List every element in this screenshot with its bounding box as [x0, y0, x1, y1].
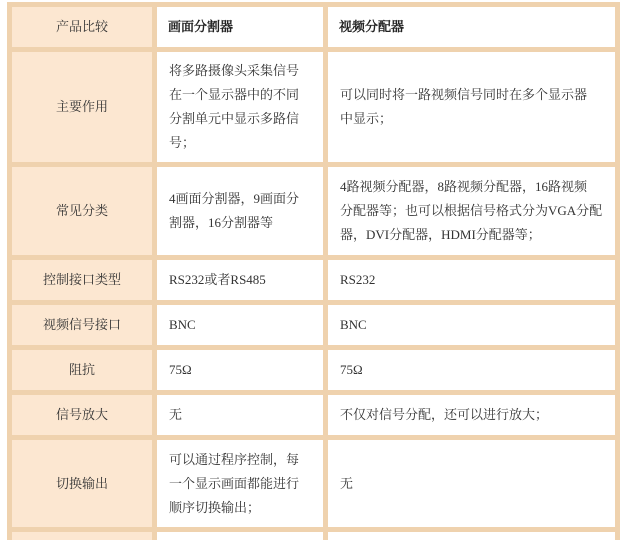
text-line: 分割单元中显示多路信 — [169, 111, 300, 126]
text-line: BNC — [340, 317, 367, 332]
row-label-common-types — [12, 167, 152, 255]
row-label-main-function — [12, 52, 152, 162]
distributor-cell-signal-amplification — [328, 395, 615, 435]
text-line: 4路视频分配器，8路视频分配器，16路视频 — [340, 179, 588, 194]
text-line: BNC — [169, 317, 196, 332]
cell-text — [169, 187, 299, 235]
text-line: 无 — [340, 475, 354, 491]
text-line: RS232 — [340, 272, 376, 287]
cell-text — [340, 83, 587, 131]
text-line: 器，DVI分配器，HDMI分配器等； — [340, 227, 541, 242]
distributor-cell-impedance — [328, 350, 615, 390]
text-line: 75Ω — [169, 362, 192, 377]
row-label-text: 主要作用 — [55, 99, 108, 114]
row-label-signal-amplification — [12, 395, 152, 435]
distributor-cell-switching-output — [328, 440, 615, 527]
row-label-switching-output — [12, 440, 152, 527]
row-label-text: 阻抗 — [68, 362, 95, 377]
text-line: RS232或者RS485 — [169, 272, 266, 287]
splitter-cell-common-types — [157, 167, 323, 255]
splitter-cell-main-function — [157, 52, 323, 162]
text-line: 分配器等；也可以根据信号格式分为VGA分配 — [340, 203, 603, 218]
splitter-cell-video-interface — [157, 305, 323, 345]
splitter-cell-impedance — [157, 350, 323, 390]
row-label-video-interface — [12, 305, 152, 345]
header-cell-screen-splitter — [157, 7, 323, 47]
row-label-text: 视频信号接口 — [42, 317, 121, 332]
text-line: 无 — [169, 407, 183, 422]
distributor-cell-partial — [328, 532, 615, 540]
text-line: 4画面分割器，9画面分 — [169, 191, 300, 206]
splitter-cell-control-interface — [157, 260, 323, 300]
cell-text — [340, 175, 602, 247]
cell-text — [169, 59, 299, 155]
header-cell-video-distributor — [328, 7, 615, 47]
text-line: 割器，16分割器等 — [169, 215, 274, 230]
row-label-partial — [12, 532, 152, 540]
row-label-text: 信号放大 — [55, 407, 108, 422]
distributor-cell-control-interface — [328, 260, 615, 300]
header-splitter-text: 画面分割器 — [168, 19, 234, 34]
cell-text — [169, 448, 299, 520]
text-line: 中显示； — [340, 111, 393, 126]
header-cell-product-comparison — [12, 7, 152, 47]
splitter-cell-partial — [157, 532, 323, 540]
row-label-impedance — [12, 350, 152, 390]
distributor-cell-common-types — [328, 167, 615, 255]
row-label-text: 常见分类 — [55, 203, 108, 218]
splitter-cell-signal-amplification — [157, 395, 323, 435]
text-line: 将多路摄像头采集信号 — [169, 63, 300, 78]
distributor-cell-main-function — [328, 52, 615, 162]
row-label-text: 切换输出 — [55, 475, 108, 491]
text-line: 顺序切换输出； — [169, 499, 261, 515]
text-line: 在一个显示器中的不同 — [169, 87, 300, 102]
header-label-text: 产品比较 — [55, 19, 108, 34]
text-line: 不仅对信号分配，还可以进行放大； — [340, 407, 549, 422]
splitter-cell-switching-output — [157, 440, 323, 527]
text-line: 号； — [169, 135, 196, 150]
row-label-text: 控制接口类型 — [42, 272, 121, 287]
text-line: 可以通过程序控制，每 — [169, 451, 300, 467]
text-line: 一个显示画面都能进行 — [169, 475, 300, 491]
text-line: 可以同时将一路视频信号同时在多个显示器 — [340, 87, 588, 102]
comparison-table — [7, 2, 620, 540]
row-label-control-interface — [12, 260, 152, 300]
text-line: 75Ω — [340, 362, 363, 377]
header-distributor-text: 视频分配器 — [339, 19, 405, 34]
distributor-cell-video-interface — [328, 305, 615, 345]
